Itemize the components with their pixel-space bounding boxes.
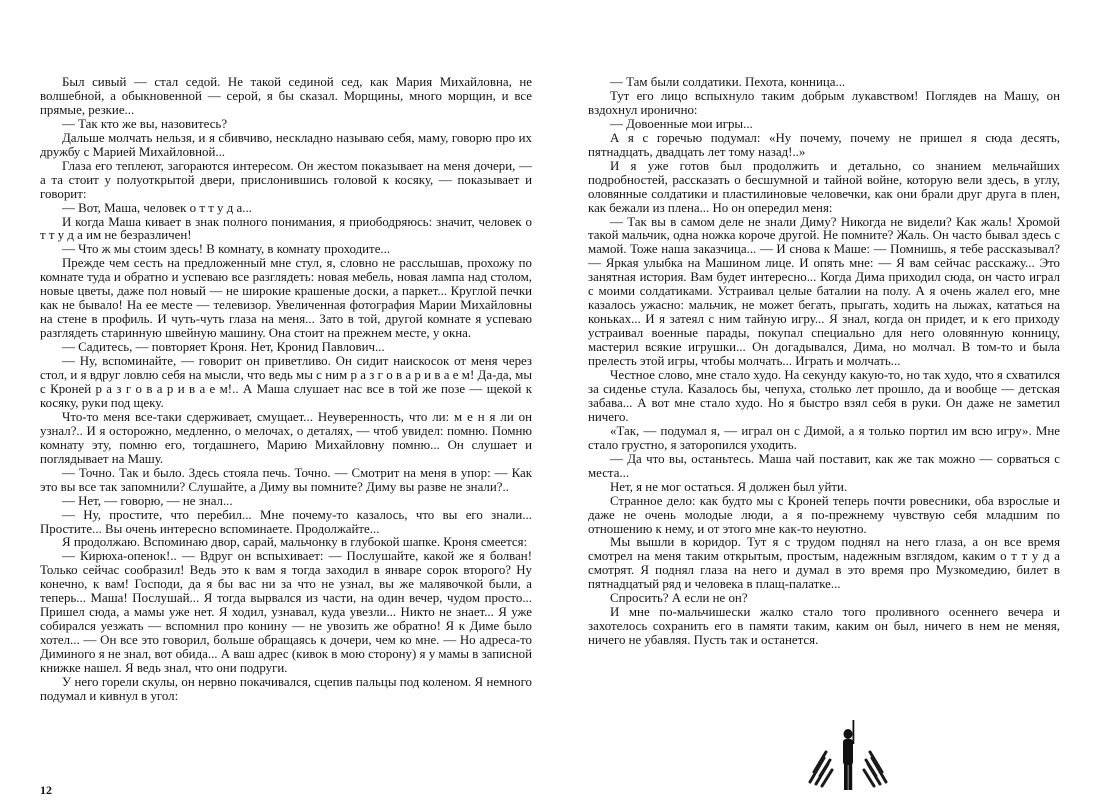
- paragraph: Я продолжаю. Вспоминаю двор, сарай, мальчонку в глубокой шапке. Кроня смеется:: [62, 535, 528, 550]
- paragraph: Что-то меня все-таки сдерживает, смущает... Неуверенность, что ли: м е н я ли он узнал?.. И я осторожно, медленно, о мелочах, о деталях, — чтоб увидел: помню. Помню комнату эту, помню его, тогдашнего, Марию Михайловну помню... Он слушает и поглядывает на Машу.: [40, 409, 532, 466]
- paragraph: — Нет, — говорю, — не знал...: [62, 493, 233, 508]
- left-page-text: [40, 76, 532, 704]
- paragraph: — Довоенные мои игры...: [610, 116, 753, 131]
- paragraph: И я уже готов был продолжить и детально, со знанием мельчайших подробностей, рассказать о бесшумной и тайной войне, которую вели здесь, в углу, оловянные солдатики и пластилиновые человечки, как они брали друг друга в плен, как бежали из плена... Но он опередил меня:: [588, 158, 1060, 215]
- paragraph: И когда Маша кивает в знак полного понимания, я приободряюсь: значит, человек о т т у д а им не безразличен!: [40, 214, 532, 243]
- paragraph: Глаза его теплеют, загораются интересом. Он жестом показывает на меня дочери, — а та стоит у полуоткрытой двери, прислонившись головой к косяку, — показывает и говорит:: [40, 158, 532, 201]
- paragraph: — Вот, Маша, человек о т т у д а...: [62, 200, 252, 215]
- page-number: 12: [40, 783, 52, 797]
- paragraph: — Ну, простите, что перебил... Мне почему-то казалось, что вы его знали... Простите... Вы очень интересно вспоминаете. Продолжайте...: [40, 507, 532, 536]
- paragraph: — Да что вы, останьтесь. Маша чай поставит, как же так можно — сорваться с места...: [588, 451, 1060, 480]
- paragraph: Тут его лицо вспыхнуло таким добрым лукавством! Поглядев на Машу, он вздохнул иронично:: [588, 88, 1060, 117]
- paragraph: — Кирюха-опенок!.. — Вдруг он вспыхивает: — Послушайте, какой же я болван! Только сейчас сообразил! Ведь это к вам я тогда заходил в январе сорок второго? Ну конечно, к вам! Господи, да я бы вас ни за что не узнал, вы же малявочкой были, а теперь... Маша! Послушай... Я тогда вырвался из части, на один вечер, чудом просто... Пришел сюда, а мамы уже нет. Я ходил, узнавал, куда увезли... Никто не знает... Я уже собирался уезжать — вспомнил про конину — не увозить же обратно! Я к Диме было хотел... — Он все это говорил, больше обращаясь к дочери, чем ко мне. — Но адреса-то Диминого я не знал, вот обида... А ваш адрес (кивок в мою сторону) я у мамы в записной книжке нашел. Я ведь знал, что они подруги.: [40, 549, 532, 676]
- paragraph: — Садитесь, — повторяет Кроня. Нет, Кронид Павлович...: [62, 340, 385, 355]
- paragraph: Мы вышли в коридор. Тут я с трудом поднял на него глаза, а он все время смотрел на меня таким открытым, простым, надежным взглядом, каким о т т у д а смотрят. Я поднял глаза на него и думал в это время про Музкомедию, билет в пятнадцатый ряд и человека в плащ-палатке...: [588, 535, 1060, 592]
- paragraph: — Что ж мы стоим здесь! В комнату, в комнату проходите...: [62, 242, 391, 257]
- paragraph: — Там были солдатики. Пехота, конница...: [610, 75, 846, 89]
- paragraph: «Так, — подумал я, — играл он с Димой, а я только портил им всю игру». Мне стало грустно, я заторопился уходить.: [588, 423, 1060, 452]
- paragraph: Честное слово, мне стало худо. На секунду какую-то, но так худо, что я схватился за сиденье стула. Казалось бы, чепуха, столько лет прошло, да и вообще — детская забава... А вот мне стало худо. Но я быстро взял себя в руки. Он даже не заметил ничего.: [588, 368, 1060, 424]
- paragraph: Странное дело: как будто мы с Кроней теперь почти ровесники, оба взрослые и даже не очень молодые люди, а я по-прежнему чувствую себя младшим по отношению к нему, и от этого мне как-то неуютно.: [588, 493, 1060, 536]
- paragraph: — Так вы в самом деле не знали Диму? Никогда не видели? Как жаль! Хромой такой мальчик, одна ножка короче другой. Не помните? Жаль. Он часто бывал здесь с мамой. Тоже наша заказчица... — И снова к Маше: — Помнишь, я тебе рассказывал? — Яркая улыбка на Машином лице. И опять мне: — Я вам сейчас расскажу... Это занятная история. Вам будет интересно... Когда Дима приходил сюда, он часто играл с моими солдатиками. Устраивал целые баталии на полу. А я очень жалел его, мне казалось ужасно: мальчик, не может бегать, прыгать, ходить на лыжах, кататься на коньках... И я затеял с ним тайную игру... Я знал, когда он придет, и к его приходу устраивал военные парады, покупал специально для него оловянную конницу, мастерил всякие игрушки... Он догадывался, Дима, но молчал. В том-то и была прелесть этой игры, чтобы молчать... Играть и молчать...: [588, 214, 1060, 369]
- paragraph: Спросить? А если не он?: [610, 591, 748, 606]
- paragraph: Был сивый — стал седой. Не такой сединой сед, как Мария Михайловна, не волшебной, а обыкновенной — серой, я бы сказал. Морщины, много морщин, и все прямые, резкие...: [40, 75, 532, 117]
- soldier-silhouette-icon: [800, 712, 896, 798]
- paragraph: — Так кто же вы, назовитесь?: [62, 116, 228, 131]
- paragraph: Дальше молчать нельзя, и я сбивчиво, нескладно называю себя, маму, говорю про их дружбу с Марией Михайловной...: [40, 130, 532, 159]
- paragraph: — Ну, вспоминайте, — говорит он приветливо. Он сидит наискосок от меня через стол, и я вдруг ловлю себя на мысли, что ведь мы с ним р а з г о в а р и в а е м! Да-да, мы с Кроней р а з г о в а р и в а е м!.. А Маша слушает нас все в той же позе — щекой к косяку, руки под щеку.: [40, 354, 532, 410]
- paragraph: И мне по-мальчишески жалко стало того проливного осеннего вечера и захотелось сохранить его в памяти таким, каким он был, ничего в нем не меняя, ничего не убавляя. Пусть так и останется.: [588, 605, 1060, 648]
- paragraph: А я с горечью подумал: «Ну почему, почему не пришел я сюда десять, пятнадцать, двадцать лет тому назад!..»: [588, 130, 1060, 159]
- right-page-text: [588, 76, 1060, 648]
- paragraph: — Точно. Так и было. Здесь стояла печь. Точно. — Смотрит на меня в упор: — Как это вы все так запомнили? Слушайте, а Диму вы помните? Диму вы разве не знали?..: [40, 465, 532, 494]
- paragraph: Прежде чем сесть на предложенный мне стул, я, словно не расслышав, прохожу по комнате туда и обратно и успеваю все разглядеть: новая мебель, новая лампа над столом, новые цветы, даже пол новый — не широкие крашеные доски, а паркет... Круглой печки как не бывало! На ее месте — телевизор. Увеличенная фотография Марии Михайловны на стене в профиль. И чуть-чуть глаза на меня... Зато в той, другой комнате я успеваю разглядеть старинную швейную машину. Она стоит на прежнем месте, у окна.: [40, 256, 532, 341]
- paragraph: Нет, я не мог остаться. Я должен был уйти.: [610, 479, 848, 494]
- paragraph: У него горели скулы, он нервно покачивался, сцепив пальцы под коленом. Я немного подумал и кивнул в угол:: [40, 674, 532, 703]
